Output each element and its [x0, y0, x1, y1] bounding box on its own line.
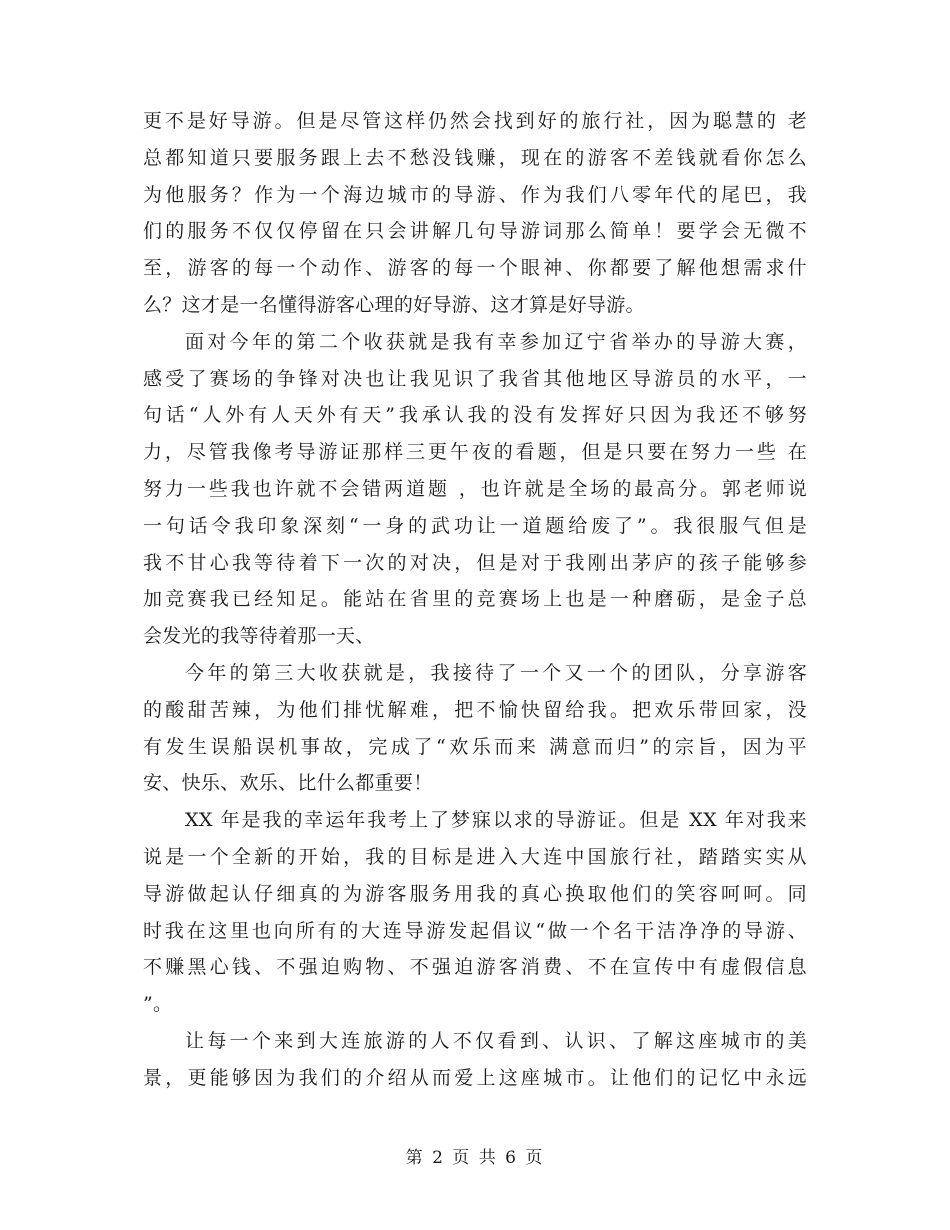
- text-line: 有发生误船误机事故，完成了“欢乐而来 满意而归”的宗旨，因为平: [143, 735, 807, 758]
- text-line: 至，游客的每一个动作、游客的每一个眼神、你都要了解他想需求什: [143, 257, 807, 280]
- text-line: 的酸甜苦辣，为他们排忧解难，把不愉快留给我。把欢乐带回家，没: [143, 698, 807, 721]
- text-line: 加竞赛我已经知足。能站在省里的竞赛场上也是一种磨砺，是金子总: [143, 588, 807, 611]
- text-line: 会发光的我等待着那一天、: [143, 625, 375, 648]
- text-line: ”。: [143, 993, 173, 1016]
- text-line: 说是一个全新的开始，我的目标是进入大连中国旅行社，踏踏实实从: [143, 845, 807, 868]
- text-line: 感受了赛场的争锋对决也让我见识了我省其他地区导游员的水平，一: [143, 367, 807, 390]
- text-line: 努力一些我也许就不会错两道题 ，也许就是全场的最高分。郭老师说: [143, 477, 807, 500]
- text-line: 句话“人外有人天外有天”我承认我的没有发挥好只因为我还不够努: [143, 404, 807, 427]
- text-line: 不赚黑心钱、不强迫购物、不强迫游客消费、不在宣传中有虚假信息: [143, 956, 807, 979]
- text-line: 更不是好导游。但是尽管这样仍然会找到好的旅行社，因为聪慧的 老: [143, 110, 807, 132]
- text-line: 面对今年的第二个收获就是我有幸参加辽宁省举办的导游大赛，: [185, 330, 807, 353]
- text-line: 么？这才是一名懂得游客心理的好导游、这才算是好导游。: [143, 293, 645, 316]
- text-line: 一句话令我印象深刻“一身的武功让一道题给废了”。我很服气但是: [143, 514, 807, 537]
- page-number-footer: 第 2 页 共 6 页: [405, 1148, 545, 1168]
- text-line: 力，尽管我像考导游证那样三更午夜的看题，但是只要在努力一些 在: [143, 441, 807, 464]
- text-line: 导游做起认仔细真的为游客服务用我的真心换取他们的笑容呵呵。同: [143, 882, 807, 905]
- text-line: 我不甘心我等待着下一次的对决，但是对于我刚出茅庐的孩子能够参: [143, 551, 807, 574]
- text-line: 景，更能够因为我们的介绍从而爱上这座城市。让他们的记忆中永远: [143, 1066, 807, 1089]
- text-line: 们的服务不仅仅停留在只会讲解几句导游词那么简单！要学会无微不: [143, 220, 807, 243]
- text-line: 今年的第三大收获就是，我接待了一个又一个的团队，分享游客: [185, 661, 807, 684]
- text-line: 时我在这里也向所有的大连导游发起倡议“做一个名干洁净净的导游、: [143, 919, 807, 942]
- text-line: XX 年是我的幸运年我考上了梦寐以求的导游证。但是 XX 年对我来: [185, 809, 807, 832]
- text-line: 安、快乐、欢乐、比什么都重要！: [143, 772, 433, 795]
- text-line: 为他服务？作为一个海边城市的导游、作为我们八零年代的尾巴，我: [143, 183, 807, 206]
- text-line: 总都知道只要服务跟上去不愁没钱赚，现在的游客不差钱就看你怎么: [143, 146, 807, 169]
- text-line: 让每一个来到大连旅游的人不仅看到、认识、了解这座城市的美: [185, 1029, 807, 1052]
- body-text: [143, 103, 807, 1097]
